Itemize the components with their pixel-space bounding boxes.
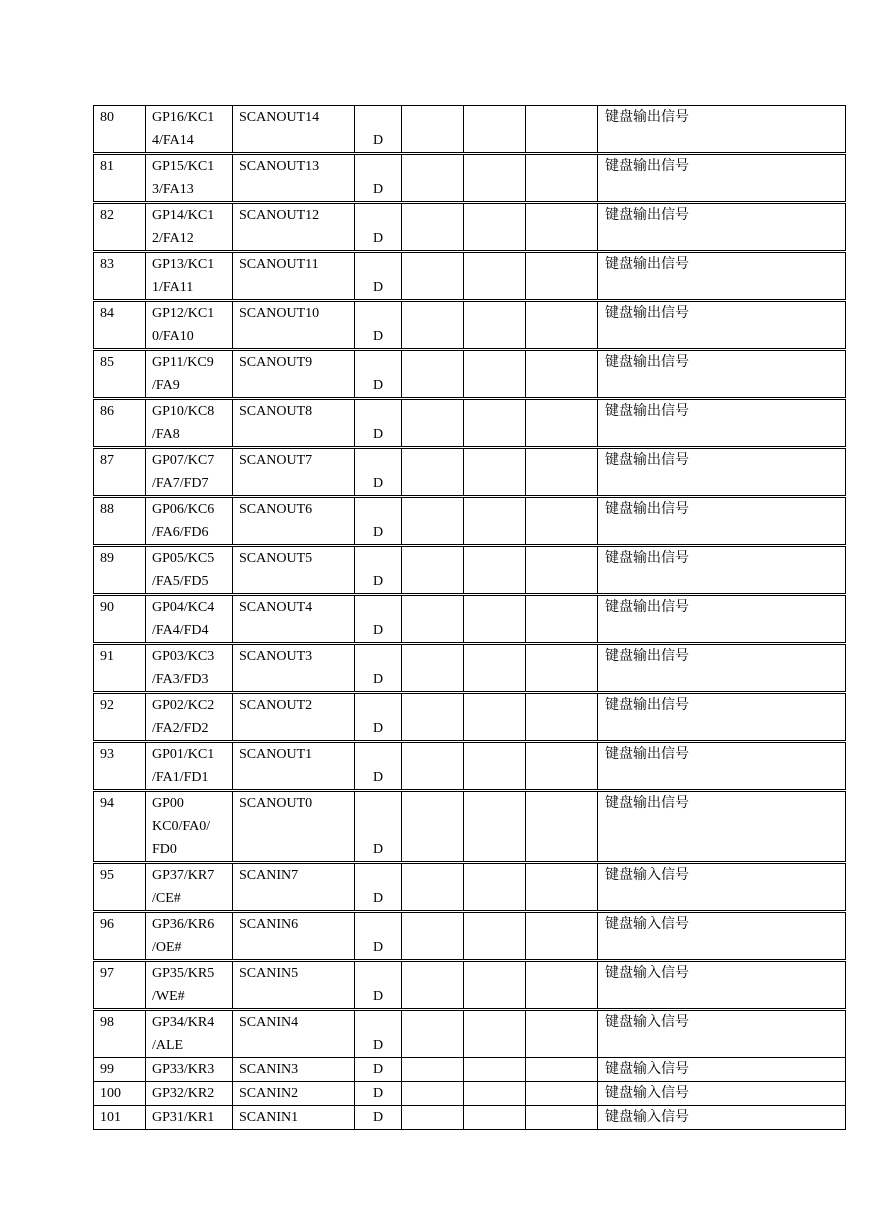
- pin-number-cell: 92: [94, 693, 146, 742]
- pin-number-cell: 83: [94, 252, 146, 301]
- empty-cell: [402, 961, 464, 1010]
- pin-description-cell: 键盘输出信号: [598, 106, 846, 154]
- empty-cell: [464, 399, 526, 448]
- pin-table: [93, 105, 846, 1130]
- pin-function-cell: SCANIN1: [233, 1106, 355, 1130]
- pin-type-cell: D: [355, 350, 402, 399]
- pin-name-cell: GP31/KR1: [146, 1106, 233, 1130]
- pin-function-cell: SCANIN4: [233, 1010, 355, 1058]
- table-row: [94, 1082, 846, 1106]
- pin-function-cell: SCANOUT8: [233, 399, 355, 448]
- empty-cell: [402, 742, 464, 791]
- pin-description-cell: 键盘输出信号: [598, 546, 846, 595]
- pin-number-cell: 96: [94, 912, 146, 961]
- empty-cell: [464, 301, 526, 350]
- table-row: [94, 961, 846, 1010]
- pin-number-cell: 98: [94, 1010, 146, 1058]
- pin-name-cell: GP02/KC2 /FA2/FD2: [146, 693, 233, 742]
- pin-function-cell: SCANIN6: [233, 912, 355, 961]
- pin-number-cell: 100: [94, 1082, 146, 1106]
- pin-description-cell: 键盘输出信号: [598, 203, 846, 252]
- pin-function-cell: SCANOUT4: [233, 595, 355, 644]
- table-row: [94, 1106, 846, 1130]
- pin-name-cell: GP14/KC1 2/FA12: [146, 203, 233, 252]
- pin-function-cell: SCANOUT9: [233, 350, 355, 399]
- pin-number-cell: 93: [94, 742, 146, 791]
- table-row: [94, 106, 846, 154]
- pin-description-cell: 键盘输出信号: [598, 399, 846, 448]
- pin-name-cell: GP34/KR4 /ALE: [146, 1010, 233, 1058]
- pin-name-cell: GP06/KC6 /FA6/FD6: [146, 497, 233, 546]
- pin-description-cell: 键盘输出信号: [598, 497, 846, 546]
- empty-cell: [526, 350, 598, 399]
- table-row: [94, 154, 846, 203]
- empty-cell: [464, 791, 526, 863]
- empty-cell: [402, 448, 464, 497]
- pin-description-cell: 键盘输出信号: [598, 644, 846, 693]
- pin-number-cell: 99: [94, 1058, 146, 1082]
- empty-cell: [464, 252, 526, 301]
- empty-cell: [464, 595, 526, 644]
- pin-type-cell: D: [355, 399, 402, 448]
- pin-description-cell: 键盘输出信号: [598, 448, 846, 497]
- empty-cell: [526, 1058, 598, 1082]
- table-row: [94, 791, 846, 863]
- pin-description-cell: 键盘输入信号: [598, 961, 846, 1010]
- pin-name-cell: GP33/KR3: [146, 1058, 233, 1082]
- pin-name-cell: GP36/KR6 /OE#: [146, 912, 233, 961]
- pin-type-cell: D: [355, 106, 402, 154]
- empty-cell: [402, 350, 464, 399]
- empty-cell: [402, 1082, 464, 1106]
- empty-cell: [526, 912, 598, 961]
- pin-type-cell: D: [355, 546, 402, 595]
- table-row: [94, 595, 846, 644]
- empty-cell: [526, 546, 598, 595]
- empty-cell: [526, 742, 598, 791]
- table-row: [94, 399, 846, 448]
- empty-cell: [402, 203, 464, 252]
- pin-function-cell: SCANOUT2: [233, 693, 355, 742]
- empty-cell: [464, 497, 526, 546]
- empty-cell: [464, 350, 526, 399]
- empty-cell: [464, 644, 526, 693]
- pin-description-cell: 键盘输出信号: [598, 791, 846, 863]
- empty-cell: [402, 1010, 464, 1058]
- table-row: [94, 693, 846, 742]
- empty-cell: [526, 399, 598, 448]
- pin-name-cell: GP05/KC5 /FA5/FD5: [146, 546, 233, 595]
- empty-cell: [526, 154, 598, 203]
- pin-function-cell: SCANOUT5: [233, 546, 355, 595]
- pin-number-cell: 88: [94, 497, 146, 546]
- empty-cell: [464, 912, 526, 961]
- empty-cell: [464, 448, 526, 497]
- table-row: [94, 546, 846, 595]
- pin-name-cell: GP07/KC7 /FA7/FD7: [146, 448, 233, 497]
- pin-name-cell: GP01/KC1 /FA1/FD1: [146, 742, 233, 791]
- empty-cell: [526, 1010, 598, 1058]
- empty-cell: [402, 497, 464, 546]
- table-row: [94, 252, 846, 301]
- pin-type-cell: D: [355, 912, 402, 961]
- pin-function-cell: SCANOUT13: [233, 154, 355, 203]
- table-row: [94, 203, 846, 252]
- pin-description-cell: 键盘输出信号: [598, 693, 846, 742]
- table-row: [94, 448, 846, 497]
- pin-type-cell: D: [355, 1106, 402, 1130]
- pin-number-cell: 80: [94, 106, 146, 154]
- pin-name-cell: GP32/KR2: [146, 1082, 233, 1106]
- empty-cell: [402, 154, 464, 203]
- empty-cell: [526, 497, 598, 546]
- pin-type-cell: D: [355, 1082, 402, 1106]
- pin-description-cell: 键盘输出信号: [598, 252, 846, 301]
- table-row: [94, 350, 846, 399]
- pin-type-cell: D: [355, 863, 402, 912]
- empty-cell: [402, 595, 464, 644]
- pin-number-cell: 94: [94, 791, 146, 863]
- empty-cell: [402, 912, 464, 961]
- pin-name-cell: GP04/KC4 /FA4/FD4: [146, 595, 233, 644]
- empty-cell: [526, 1082, 598, 1106]
- pin-description-cell: 键盘输入信号: [598, 1082, 846, 1106]
- empty-cell: [402, 1106, 464, 1130]
- pin-number-cell: 95: [94, 863, 146, 912]
- pin-type-cell: D: [355, 1058, 402, 1082]
- table-row: [94, 497, 846, 546]
- pin-description-cell: 键盘输入信号: [598, 863, 846, 912]
- empty-cell: [402, 252, 464, 301]
- pin-description-cell: 键盘输出信号: [598, 595, 846, 644]
- empty-cell: [464, 742, 526, 791]
- pin-function-cell: SCANIN7: [233, 863, 355, 912]
- empty-cell: [464, 106, 526, 154]
- pin-function-cell: SCANIN5: [233, 961, 355, 1010]
- empty-cell: [526, 644, 598, 693]
- empty-cell: [464, 1058, 526, 1082]
- pin-name-cell: GP11/KC9 /FA9: [146, 350, 233, 399]
- pin-number-cell: 85: [94, 350, 146, 399]
- pin-description-cell: 键盘输出信号: [598, 350, 846, 399]
- pin-name-cell: GP13/KC1 1/FA11: [146, 252, 233, 301]
- empty-cell: [526, 203, 598, 252]
- empty-cell: [402, 644, 464, 693]
- pin-rows: [94, 106, 846, 1130]
- pin-type-cell: D: [355, 154, 402, 203]
- pin-type-cell: D: [355, 497, 402, 546]
- pin-description-cell: 键盘输入信号: [598, 1058, 846, 1082]
- empty-cell: [464, 1106, 526, 1130]
- table-row: [94, 1058, 846, 1082]
- empty-cell: [402, 693, 464, 742]
- pin-type-cell: D: [355, 693, 402, 742]
- empty-cell: [402, 106, 464, 154]
- pin-function-cell: SCANOUT7: [233, 448, 355, 497]
- pin-function-cell: SCANOUT14: [233, 106, 355, 154]
- table-row: [94, 644, 846, 693]
- table-row: [94, 912, 846, 961]
- empty-cell: [526, 1106, 598, 1130]
- table-row: [94, 301, 846, 350]
- table-row: [94, 863, 846, 912]
- pin-description-cell: 键盘输入信号: [598, 1106, 846, 1130]
- pin-number-cell: 89: [94, 546, 146, 595]
- empty-cell: [526, 252, 598, 301]
- empty-cell: [526, 448, 598, 497]
- pin-type-cell: D: [355, 644, 402, 693]
- pin-number-cell: 91: [94, 644, 146, 693]
- pin-description-cell: 键盘输出信号: [598, 154, 846, 203]
- pin-type-cell: D: [355, 252, 402, 301]
- pin-function-cell: SCANOUT10: [233, 301, 355, 350]
- pin-name-cell: GP12/KC1 0/FA10: [146, 301, 233, 350]
- pin-name-cell: GP35/KR5 /WE#: [146, 961, 233, 1010]
- empty-cell: [526, 106, 598, 154]
- pin-name-cell: GP16/KC1 4/FA14: [146, 106, 233, 154]
- pin-function-cell: SCANOUT12: [233, 203, 355, 252]
- empty-cell: [464, 1082, 526, 1106]
- empty-cell: [526, 791, 598, 863]
- empty-cell: [402, 399, 464, 448]
- table-row: [94, 1010, 846, 1058]
- table-row: [94, 742, 846, 791]
- empty-cell: [526, 961, 598, 1010]
- empty-cell: [464, 203, 526, 252]
- pin-function-cell: SCANOUT1: [233, 742, 355, 791]
- pin-description-cell: 键盘输出信号: [598, 742, 846, 791]
- pin-number-cell: 97: [94, 961, 146, 1010]
- pin-type-cell: D: [355, 448, 402, 497]
- pin-name-cell: GP15/KC1 3/FA13: [146, 154, 233, 203]
- empty-cell: [402, 546, 464, 595]
- pin-type-cell: D: [355, 595, 402, 644]
- pin-number-cell: 90: [94, 595, 146, 644]
- pin-function-cell: SCANOUT6: [233, 497, 355, 546]
- pin-description-cell: 键盘输入信号: [598, 1010, 846, 1058]
- pin-number-cell: 87: [94, 448, 146, 497]
- empty-cell: [402, 301, 464, 350]
- pin-name-cell: GP00 KC0/FA0/ FD0: [146, 791, 233, 863]
- pin-function-cell: SCANIN3: [233, 1058, 355, 1082]
- empty-cell: [464, 863, 526, 912]
- empty-cell: [464, 961, 526, 1010]
- pin-function-cell: SCANOUT3: [233, 644, 355, 693]
- pin-type-cell: D: [355, 1010, 402, 1058]
- pin-function-cell: SCANIN2: [233, 1082, 355, 1106]
- pin-number-cell: 82: [94, 203, 146, 252]
- empty-cell: [526, 863, 598, 912]
- empty-cell: [402, 1058, 464, 1082]
- pin-type-cell: D: [355, 961, 402, 1010]
- empty-cell: [464, 1010, 526, 1058]
- pin-function-cell: SCANOUT11: [233, 252, 355, 301]
- pin-number-cell: 81: [94, 154, 146, 203]
- pin-type-cell: D: [355, 301, 402, 350]
- pin-name-cell: GP03/KC3 /FA3/FD3: [146, 644, 233, 693]
- pin-type-cell: D: [355, 203, 402, 252]
- empty-cell: [526, 693, 598, 742]
- empty-cell: [402, 791, 464, 863]
- pin-name-cell: GP37/KR7 /CE#: [146, 863, 233, 912]
- empty-cell: [464, 546, 526, 595]
- pin-function-cell: SCANOUT0: [233, 791, 355, 863]
- pin-number-cell: 101: [94, 1106, 146, 1130]
- pin-type-cell: D: [355, 742, 402, 791]
- empty-cell: [464, 693, 526, 742]
- empty-cell: [402, 863, 464, 912]
- pin-name-cell: GP10/KC8 /FA8: [146, 399, 233, 448]
- empty-cell: [526, 595, 598, 644]
- empty-cell: [526, 301, 598, 350]
- empty-cell: [464, 154, 526, 203]
- pin-number-cell: 86: [94, 399, 146, 448]
- pin-type-cell: D: [355, 791, 402, 863]
- pin-number-cell: 84: [94, 301, 146, 350]
- pin-description-cell: 键盘输出信号: [598, 301, 846, 350]
- pin-description-cell: 键盘输入信号: [598, 912, 846, 961]
